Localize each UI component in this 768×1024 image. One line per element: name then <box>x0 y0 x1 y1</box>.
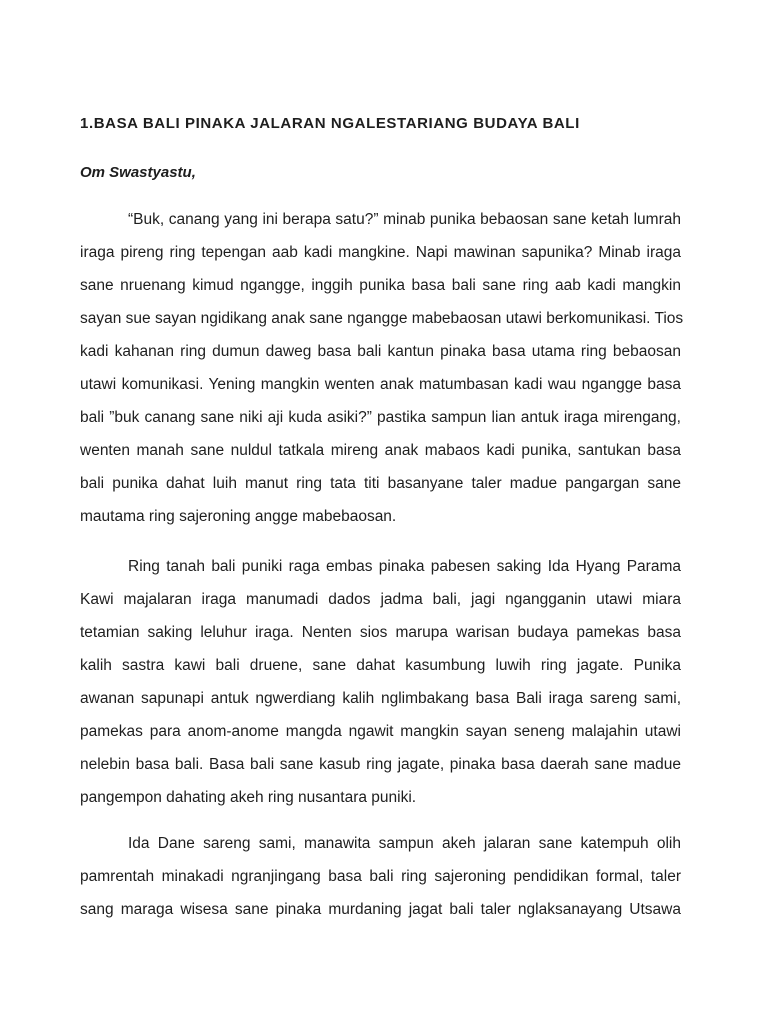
text-line: mautama ring sajeroning angge mabebaosan. <box>80 508 397 525</box>
text-line: pamekas para anom-anome mangda ngawit mangkin sayan seneng malajahin utawi <box>80 723 681 740</box>
paragraph-2 <box>80 557 681 821</box>
paragraph-3 <box>80 834 681 933</box>
paragraph-1 <box>80 210 684 540</box>
text-line: awanan sapunapi antuk ngwerdiang kalih nglimbakang basa Bali iraga sareng sami, <box>80 690 681 707</box>
text-line: tetamian saking leluhur iraga. Nenten sios marupa warisan budaya pamekas basa <box>80 624 681 641</box>
text-line: nelebin basa bali. Basa bali sane kasub ring jagate, pinaka basa daerah sane madue <box>80 756 681 773</box>
text-line: sane nruenang kimud ngangge, inggih punika basa bali sane ring aab kadi mangkin <box>80 277 681 294</box>
text-line: Kawi majalaran iraga manumadi dados jadma bali, jagi ngangganin utawi miara <box>80 591 681 608</box>
document-title: 1.BASA BALI PINAKA JALARAN NGALESTARIANG BUDAYA BALI <box>80 115 580 132</box>
text-line: sayan sue sayan ngidikang anak sane ngangge mabebaosan utawi berkomunikasi. Tios <box>80 310 684 327</box>
text-line: pangempon dahating akeh ring nusantara puniki. <box>80 789 417 806</box>
text-line: Ida Dane sareng sami, manawita sampun akeh jalaran sane katempuh olih <box>128 835 681 852</box>
text-line: “Buk, canang yang ini berapa satu?” minab punika bebaosan sane ketah lumrah <box>128 211 681 228</box>
text-line: bali punika dahat luih manut ring tata titi basanyane taler madue pangargan sane <box>80 475 681 492</box>
text-line: kalih sastra kawi bali druene, sane dahat kasumbung luwih ring jagate. Punika <box>80 657 681 674</box>
text-line: Ring tanah bali puniki raga embas pinaka pabesen saking Ida Hyang Parama <box>128 558 681 575</box>
text-line: wenten manah sane nuldul tatkala mireng anak mabaos kadi punika, santukan basa <box>80 442 681 459</box>
text-line: kadi kahanan ring dumun daweg basa bali kantun pinaka basa utama ring bebaosan <box>80 343 681 360</box>
text-line: bali ”buk canang sane niki aji kuda asiki?” pastika sampun lian antuk iraga mirengang, <box>80 409 681 426</box>
text-line: pamrentah minakadi ngranjingang basa bali ring sajeroning pendidikan formal, taler <box>80 868 681 885</box>
text-line: iraga pireng ring tepengan aab kadi mangkine. Napi mawinan sapunika? Minab iraga <box>80 244 681 261</box>
text-line: utawi komunikasi. Yening mangkin wenten anak matumbasan kadi wau ngangge basa <box>80 376 681 393</box>
text-line: sang maraga wisesa sane pinaka murdaning jagat bali taler nglaksanayang Utsawa <box>80 901 681 918</box>
greeting: Om Swastyastu, <box>80 164 196 181</box>
